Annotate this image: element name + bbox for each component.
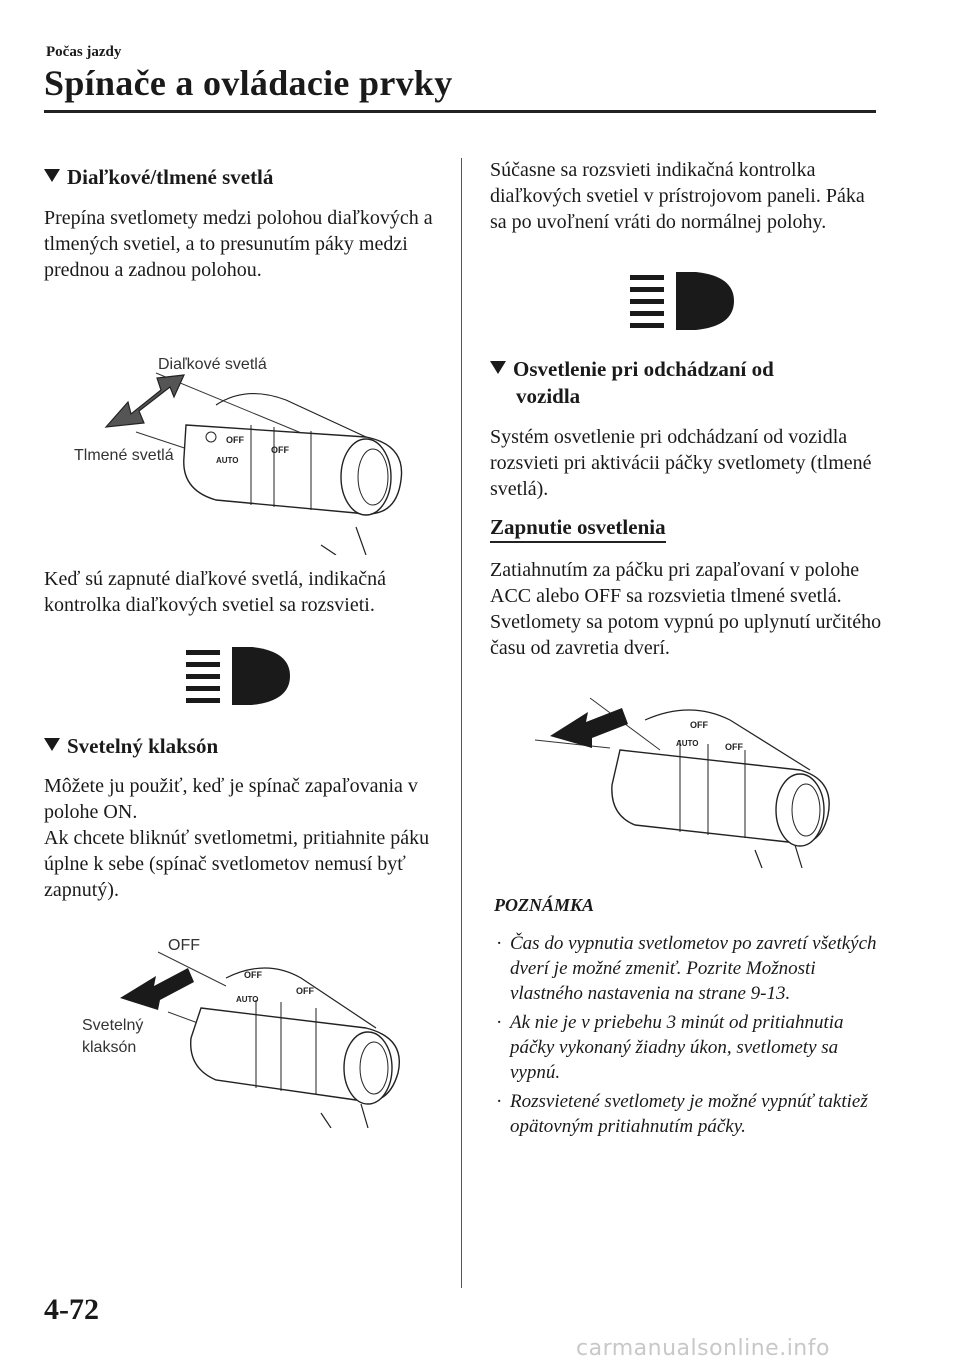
label-flash-line1: Svetelný (82, 1017, 144, 1034)
high-beam-indicator-icon (186, 645, 292, 707)
svg-text:OFF: OFF (244, 970, 262, 980)
paragraph-high-beam-indicator: Keď sú zapnuté diaľkové svetlá, indikačná kontrolka diaľkových svetiel sa rozsvieti. (44, 568, 387, 616)
note-item: · Rozsvietené svetlomety je možné vypnúť taktiež opätovným pritiahnutím páčky. (496, 1091, 868, 1137)
heading-high-low-beam: Diaľkové/tlmené svetlá (44, 164, 444, 191)
note-title: POZNÁMKA (494, 895, 595, 915)
paragraph-flash-to-pass: Môžete ju použiť, keď je spínač zapaľovania v polohe ON. Ak chcete bliknúť svetlometmi, pritiahnite páku úplne k sebe (spínač svetlometov nemusí byť zapnutý). (44, 775, 430, 901)
triangle-bullet-icon (44, 738, 60, 751)
bullet-dot-icon: · (496, 1091, 503, 1112)
note-item: · Ak nie je v priebehu 3 minút od pritiahnutia páčky vykonaný žiadny úkon, svetlomety sa vypnú. (496, 1012, 844, 1083)
note-item: · Čas do vypnutia svetlometov po zavretí všetkých dverí je možné zmeniť. Pozrite Možnosti vlastného nastavenia na strane 9-13. (496, 933, 877, 1004)
svg-text:AUTO: AUTO (236, 995, 259, 1004)
heading-leaving-home-light: Osvetlenie pri odchádzaní od vozidla (490, 356, 882, 410)
paragraph-activation: Zatiahnutím za páčku pri zapaľovaní v polohe ACC alebo OFF sa rozsvietia tlmené svetlá. Svetlomety sa potom vypnú po uplynutí určitého času od zavretia dverí. (490, 559, 882, 659)
label-high-beam: Diaľkové svetlá (158, 356, 267, 373)
watermark: carmanualsonline.info (576, 1336, 830, 1361)
header-rule (44, 110, 876, 113)
paragraph-high-low-beam: Prepína svetlomety medzi polohou diaľkových a tlmených svetiel, a to presunutím páky medzi prednou a zadnou polohou. (44, 207, 433, 281)
column-divider (461, 158, 462, 1288)
svg-text:AUTO: AUTO (216, 456, 239, 465)
svg-text:OFF: OFF (725, 742, 743, 752)
svg-text:OFF: OFF (690, 720, 708, 730)
paragraph-leaving-home-light: Systém osvetlenie pri odchádzaní od vozidla rozsvieti pri aktivácii páčky svetlomety (tlmené svetlá). (490, 426, 872, 500)
paragraph-indicator-return: Súčasne sa rozsvieti indikačná kontrolka diaľkových svetiel v prístrojovom paneli. Páka sa po uvoľnení vráti do normálnej polohy. (490, 159, 865, 233)
note-list (492, 931, 882, 1143)
label-flash-line2: klaksón (82, 1039, 137, 1056)
bullet-dot-icon: · (496, 933, 503, 954)
pull-arrow-icon (550, 708, 628, 748)
svg-text:OFF: OFF (271, 445, 289, 455)
bullet-dot-icon: · (496, 1012, 503, 1033)
high-beam-indicator-icon (630, 270, 736, 332)
triangle-bullet-icon (44, 169, 60, 182)
chapter-title: Spínače a ovládacie prvky (44, 63, 453, 103)
triangle-bullet-icon (490, 361, 506, 374)
page-number: 4-72 (44, 1293, 99, 1326)
label-off: OFF (168, 937, 200, 954)
svg-text:OFF: OFF (296, 986, 314, 996)
subheading-activation: Zapnutie osvetlenia (490, 515, 666, 540)
figure-leaving-home-lever (530, 690, 840, 870)
figure-high-low-beam-lever (66, 345, 416, 555)
pull-arrow-icon (120, 968, 194, 1010)
svg-text:AUTO: AUTO (676, 739, 699, 748)
label-low-beam: Tlmené svetlá (74, 447, 174, 464)
heading-flash-to-pass: Svetelný klaksón (44, 733, 444, 760)
breadcrumb: Počas jazdy (46, 44, 122, 60)
figure-flash-to-pass-lever (76, 928, 416, 1128)
double-arrow-icon (106, 375, 184, 427)
svg-text:OFF: OFF (226, 435, 244, 445)
